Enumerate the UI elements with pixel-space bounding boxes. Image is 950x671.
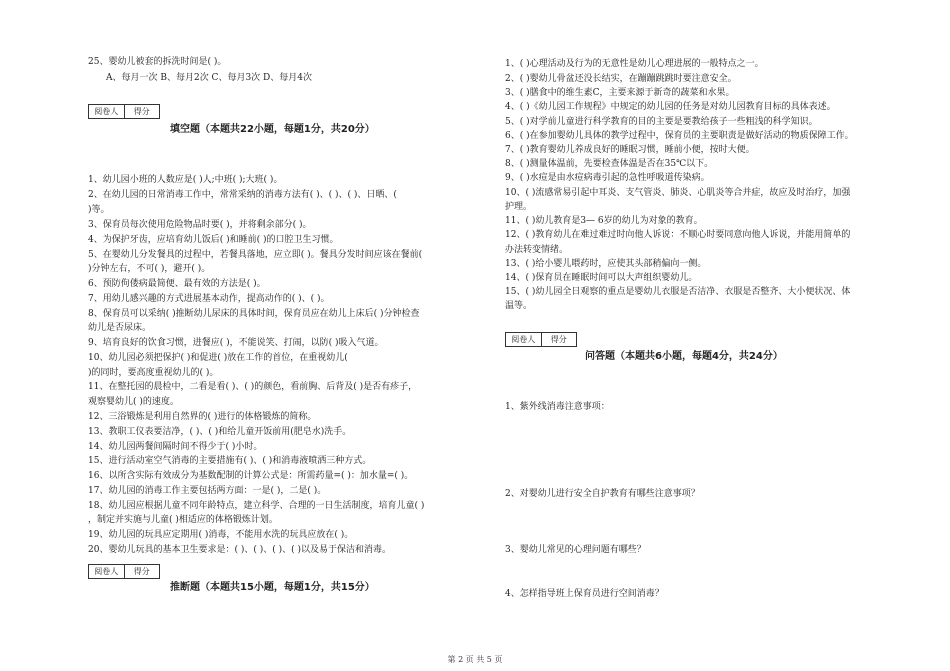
fill-line: 3、保育员每次使用危险物品时要( )，并将剩余部分( )。 (88, 220, 312, 230)
fill-line: 19、幼儿园的玩具应定期用( )消毒，不能用水洗的玩具应放在( )。 (88, 530, 354, 540)
question-25: 25、婴幼儿被套的拆洗时间是( )。 (88, 57, 227, 67)
judge-line: 10、( )流感常易引起中耳炎、支气管炎、肺炎、心肌炎等合并症，故应及时治疗，加强 (505, 188, 851, 198)
fill-line: 12、三浴锻炼是利用自然界的( )进行的体格锻炼的简称。 (88, 412, 317, 422)
judge-line: 办法转变情绪。 (505, 245, 569, 255)
judge-line: 3、( )膳食中的维生素C，主要来源于新奇的蔬菜和水果。 (505, 88, 735, 98)
fill-line: 11、在整托园的晨检中，二看是看( )、( )的颜色，看前胸、后背及( )是否有疹子， (88, 382, 418, 392)
fill-line: 5、在婴幼儿分发餐具的过程中，若餐具落地，应立即( )。餐具分发时间应该在餐前( (88, 250, 423, 260)
fill-line: 幼儿是否尿床。 (88, 323, 152, 333)
qa-section-title: 问答题（本题共6小题，每题4分，共24分） (585, 351, 783, 362)
judge-line: 4、( )《幼儿园工作规程》中规定的幼儿园的任务是对幼儿园教育目标的具体表述。 (505, 102, 836, 112)
judge-line: 6、( )在参加婴幼儿具体的教学过程中，保育员的主要职责是做好活动的物质保障工作。 (505, 131, 854, 141)
fill-line: )等。 (88, 205, 110, 215)
qa-question: 1、紫外线消毒注意事项： (505, 402, 610, 412)
judge-line: 15、( )幼儿园全日观察的重点是婴幼儿衣服是否洁净、衣服是否整齐、大小便状况、体 (505, 287, 851, 297)
fill-line: )的同时，要高度重视幼儿的( )。 (88, 368, 219, 378)
score-box-fill (88, 104, 160, 119)
score-label: 得分 (550, 335, 567, 344)
judge-line: 护理。 (505, 202, 533, 212)
page-footer: 第 2 页 共 5 页 (447, 655, 503, 664)
fill-line: 9、培育良好的饮食习惯，进餐应( )，不能说笑、打闹，以防( )吸入气道。 (88, 338, 384, 348)
score-box-qa (505, 332, 577, 347)
judge-line: 7、( )教育婴幼儿养成良好的睡眠习惯，睡前小便，按时大便。 (505, 145, 755, 155)
judge-line: 1、( )心理活动及行为的无意性是幼儿心理进展的一般特点之一。 (505, 59, 764, 69)
fill-line: 1、幼儿园小班的人数应是( )人;中班( );大班( )。 (88, 175, 283, 185)
judge-line: 8、( )测量体温前，先要检查体温是否在35℃以下。 (505, 159, 714, 169)
qa-question: 4、怎样指导班上保育员进行空间消毒？ (505, 589, 664, 599)
qa-question: 3、婴幼儿常见的心理问题有哪些？ (505, 545, 646, 555)
score-box-judge (88, 564, 160, 579)
fill-line: 14、幼儿园两餐间隔时间不得少于( )小时。 (88, 442, 263, 452)
fill-line: 18、幼儿园应根据儿童不同年龄特点，建立科学、合理的一日生活制度，培育儿童( ) (88, 501, 425, 511)
judge-section-title: 推断题（本题共15小题，每题1分，共15分） (170, 582, 375, 593)
judge-line: 14、( )保育员在睡眠时间可以大声组织婴幼儿。 (505, 273, 698, 283)
judge-line: 12、( )教育幼儿在难过难过时向他人诉说：不顺心时要同意向他人诉说，并能用简单的 (505, 230, 851, 240)
fill-line: 20、婴幼儿玩具的基本卫生要求是：( )、( )、( )、( )以及易于保洁和消毒。 (88, 545, 391, 555)
fill-line: 观察婴幼儿( )的速度。 (88, 397, 179, 407)
fill-line: 4、为保护牙齿，应培育幼儿饭后( )和睡前( )的口腔卫生习惯。 (88, 235, 339, 245)
fill-line: ，制定并实施与儿童( )相适应的体格锻炼计划。 (88, 515, 278, 525)
fill-line: 7、用幼儿感兴趣的方式进展基本动作，提高动作的( )、( )。 (88, 294, 330, 304)
judge-line: 13、( )给小婴儿喂药时，应使其头部稍偏向一侧。 (505, 259, 707, 269)
judge-line: 温等。 (505, 301, 533, 311)
question-25-options: A、每月一次 B、每月2次 C、每月3次 D、每月4次 (106, 73, 312, 83)
fill-line: 16、以所含实际有效成分为基数配制的计算公式是：所需药量=( )：加水量=( )。 (88, 471, 414, 481)
reviewer-label: 阅卷人 (506, 333, 542, 346)
reviewer-label: 阅卷人 (89, 105, 125, 118)
fill-line: )分钟左右，不可( )，避开( )。 (88, 264, 211, 274)
judge-line: 9、( )水痘是由水痘病毒引起的急性呼吸道传染病。 (505, 173, 710, 183)
score-label: 得分 (133, 107, 150, 116)
fill-section-title: 填空题（本题共22小题，每题1分，共20分） (170, 124, 375, 135)
reviewer-label: 阅卷人 (89, 565, 125, 578)
judge-line: 2、( )婴幼儿骨盆还没长结实，在蹦蹦跳跳时要注意安全。 (505, 74, 737, 84)
score-label: 得分 (133, 567, 150, 576)
fill-line: 2、在幼儿园的日常消毒工作中，常常采纳的消毒方法有( )、( )、( )、日晒、( (88, 190, 397, 200)
fill-line: 6、预防佝偻病最简便、最有效的方法是( )。 (88, 279, 266, 289)
qa-question: 2、对婴幼儿进行安全自护教育有哪些注意事项？ (505, 489, 700, 499)
fill-line: 15、进行活动室空气消毒的主要措施有( )、( )和消毒液喷洒三种方式。 (88, 456, 372, 466)
judge-line: 11、( )幼儿教育是3— 6岁的幼儿为对象的教育。 (505, 216, 703, 226)
fill-line: 13、教职工仪表要洁净，( )、( )和给儿童开饭前用(肥皂水)洗手。 (88, 427, 352, 437)
fill-line: 8、保育员可以采纳( )推断幼儿尿床的具体时间，保育员应在幼儿上床后( )分钟检查 (88, 309, 420, 319)
fill-line: 10、幼儿园必须把保护( )和促进( )放在工作的首位，在重视幼儿( (88, 353, 348, 363)
fill-line: 17、幼儿园的消毒工作主要包括两方面：一是( )，二是( )。 (88, 486, 327, 496)
judge-line: 5、( )对学前儿童进行科学教育的目的主要是要教给孩子一些粗浅的科学知识。 (505, 117, 818, 127)
